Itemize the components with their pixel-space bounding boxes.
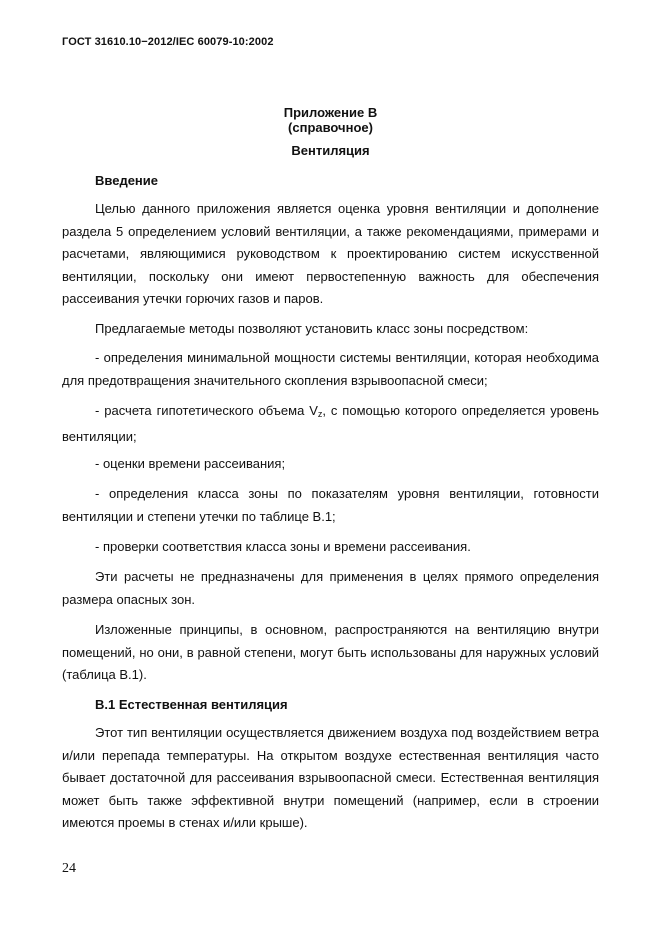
section-heading-intro: Введение [95,173,158,188]
section-heading-b1: В.1 Естественная вентиляция [95,697,288,712]
paragraph: Предлагаемые методы позволяют установить класс зоны посредством: [95,321,529,336]
paragraph: Изложенные принципы, в основном, распространяются на вентиляцию внутри помещений, но они, в равной степени, могут быть использованы для наружных условий (таблица В.1). [62,622,599,683]
paragraph: Эти расчеты не предназначены для применения в целях прямого определения размера опасных зон. [62,569,599,607]
list-item-text: , с помощью которого определяется уровень вентиляции; [62,403,599,444]
document-header: ГОСТ 31610.10−2012/IEC 60079-10:2002 [62,36,274,48]
list-item [62,400,599,448]
list-item: - проверки соответствия класса зоны и времени рассеивания. [95,539,471,554]
page-number: 24 [62,861,76,876]
list-item: - определения минимальной мощности системы вентиляции, которая необходима для предотвращения значительного скопления взрывоопасной смеси; [62,350,599,388]
subscript: z [317,409,323,419]
list-item-text: - расчета гипотетического объема V [95,403,318,418]
list-item: - оценки времени рассеивания; [95,456,286,471]
appendix-title: Вентиляция [291,143,370,158]
appendix-label: Приложение В [283,105,378,120]
paragraph: Целью данного приложения является оценка уровня вентиляции и дополнение раздела 5 определением условий вентиляции, а также рекомендациями, примерами и расчетами, являющимися руководством к проектированию систем искусственной вентиляции, поскольку они имеют первостепенную важность для обеспечения рассеивания утечки горючих газов и паров. [62,201,599,307]
list-item: - определения класса зоны по показателям уровня вентиляции, готовности вентиляции и степени утечки по таблице В.1; [62,486,599,524]
appendix-type: (справочное) [288,120,373,135]
paragraph: Этот тип вентиляции осуществляется движением воздуха под воздействием ветра и/или перепада температуры. На открытом воздухе естественная вентиляция часто бывает достаточной для рассеивания взрывоопасной смеси. Естественная вентиляция может быть также эффективной внутри помещений (например, если в строении имеются проемы в стенах и/или крыше). [62,725,599,831]
